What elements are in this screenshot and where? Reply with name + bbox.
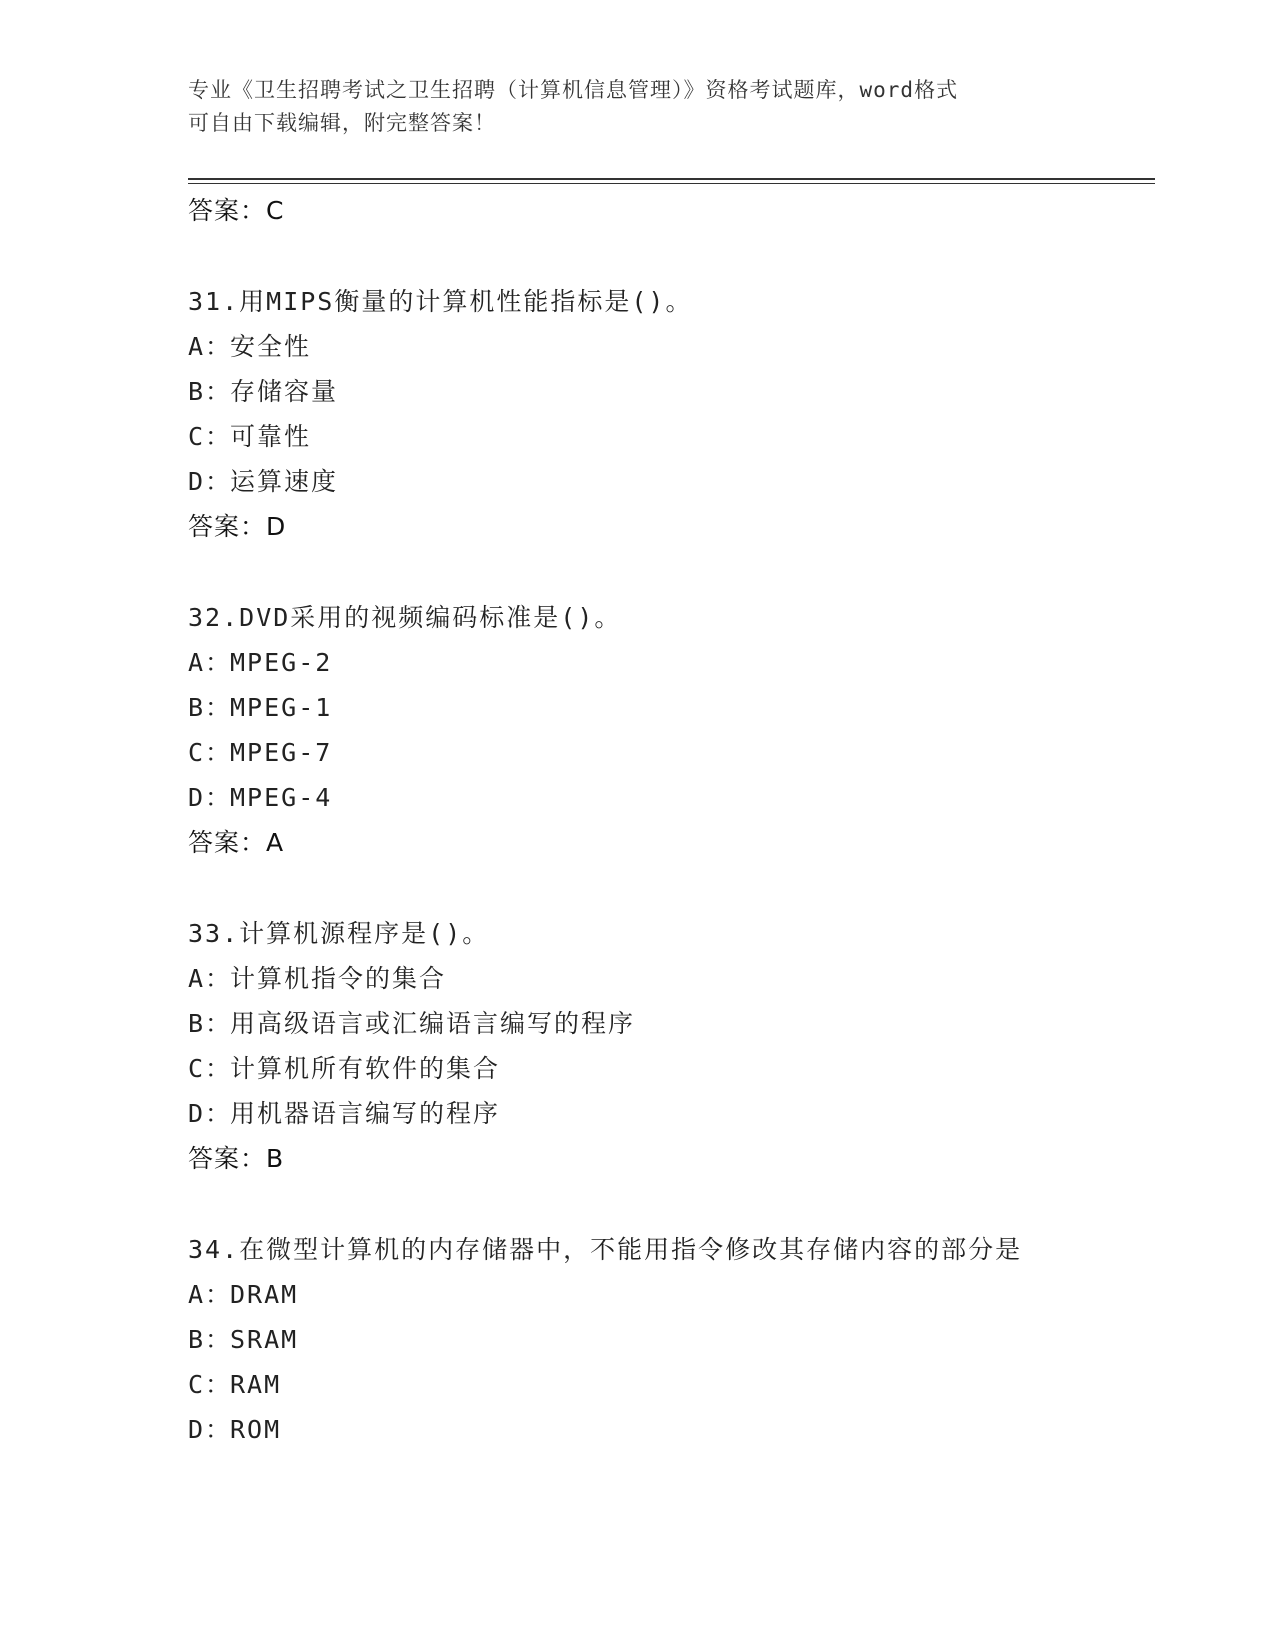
question-text: 32.DVD采用的视频编码标准是()。 [188,603,622,632]
option-key: B： [188,377,233,406]
previous-answer: 答案：C [188,196,285,225]
header-divider-thin [188,183,1155,184]
option-key: C： [188,1054,233,1083]
option-d [188,1407,1148,1452]
option-key: A： [188,964,233,993]
option-key: A： [188,1280,233,1309]
option-key: D： [188,783,233,812]
spacer [188,550,1148,595]
question-block-31 [188,279,1148,550]
option-c [188,1362,1148,1407]
option-c [188,414,1148,459]
option-a [188,640,1148,685]
option-key: D： [188,467,233,496]
option-text: 计算机指令的集合 [230,964,447,993]
option-b [188,369,1148,414]
option-text: 计算机所有软件的集合 [230,1054,501,1083]
question-text: 31.用MIPS衡量的计算机性能指标是()。 [188,287,693,316]
option-d [188,459,1148,504]
option-a [188,324,1148,369]
question-text: 34.在微型计算机的内存储器中，不能用指令修改其存储内容的部分是 [188,1235,1023,1264]
option-key: B： [188,693,233,722]
option-text: 运算速度 [230,467,339,496]
option-d [188,775,1148,820]
option-text: DRAM [230,1280,299,1309]
answer-line: 答案：A [188,828,285,857]
option-text: MPEG-7 [230,738,333,767]
spacer [188,234,1148,279]
option-text: 安全性 [230,332,312,361]
option-text: 用机器语言编写的程序 [230,1099,501,1128]
option-c [188,730,1148,775]
header-line-2: 可自由下载编辑，附完整答案！ [188,111,496,135]
document-header [188,74,1088,140]
option-text: 可靠性 [230,422,312,451]
option-text: ROM [230,1415,282,1444]
option-key: D： [188,1099,233,1128]
question-list [188,188,1148,1452]
option-b [188,1001,1148,1046]
option-text: MPEG-1 [230,693,333,722]
option-a [188,1272,1148,1317]
option-key: B： [188,1325,233,1354]
spacer [188,1182,1148,1227]
question-block-33 [188,911,1148,1182]
option-key: A： [188,332,233,361]
option-text: 用高级语言或汇编语言编写的程序 [230,1009,636,1038]
question-text: 33.计算机源程序是()。 [188,919,490,948]
spacer [188,866,1148,911]
option-a [188,956,1148,1001]
option-key: B： [188,1009,233,1038]
option-key: D： [188,1415,233,1444]
option-text: MPEG-4 [230,783,333,812]
header-divider-thick [188,178,1155,180]
question-block-34 [188,1227,1148,1452]
option-b [188,1317,1148,1362]
header-line-1: 专业《卫生招聘考试之卫生招聘（计算机信息管理）》资格考试题库，word格式 [188,78,959,102]
option-text: RAM [230,1370,282,1399]
option-text: SRAM [230,1325,299,1354]
answer-line: 答案：B [188,1144,285,1173]
option-text: MPEG-2 [230,648,333,677]
option-text: 存储容量 [230,377,339,406]
option-key: C： [188,738,233,767]
option-key: C： [188,1370,233,1399]
answer-line: 答案：D [188,512,287,541]
option-d [188,1091,1148,1136]
question-block-32 [188,595,1148,866]
option-key: A： [188,648,233,677]
option-b [188,685,1148,730]
option-c [188,1046,1148,1091]
option-key: C： [188,422,233,451]
